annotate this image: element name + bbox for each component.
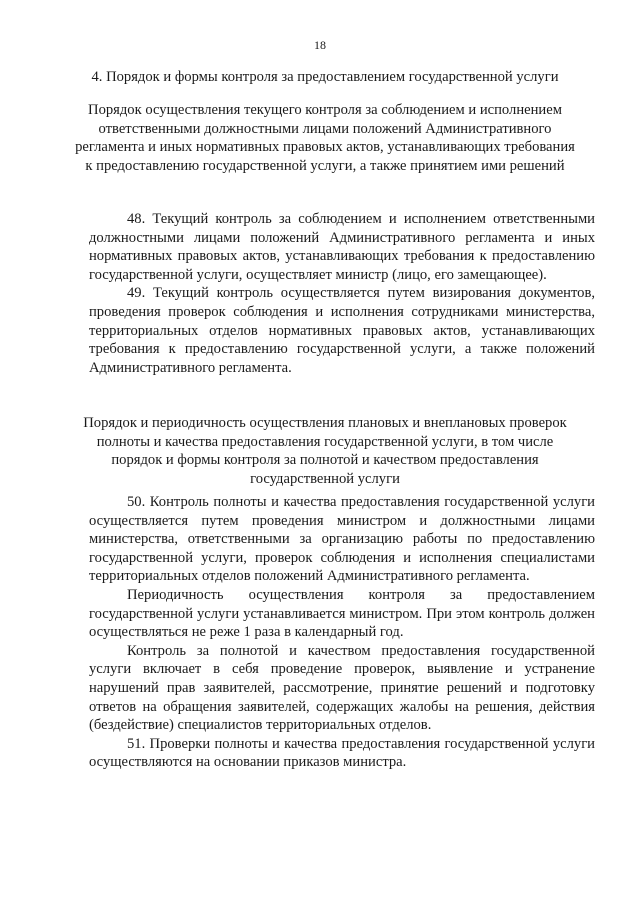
paragraph-periodicity: Периодичность осуществления контроля за предоставлением государственной услуги устанавливается министром. При этом контроль должен осуществляться не реже 1 раза в календарный год.	[89, 586, 595, 641]
subsection-1-title: Порядок осуществления текущего контроля за соблюдением и исполнением ответственными должностными лицами положений Административного регламента и иных нормативных правовых актов, устанавливающих требования к предоставлению государственной услуги, а также принятием ими решений	[75, 102, 575, 174]
paragraph-50: 50. Контроль полноты и качества предоставления государственной услуги осуществляется путем проведения министром и должностными лицами министерства, ответственными за организацию работы по предоставлению государственной услуги, проверок соблюдения и исполнения специалистами территориальных отделов положений Административного регламента.	[89, 494, 595, 585]
paragraph-control-scope: Контроль за полнотой и качеством предоставления государственной услуги включает в себя проведение проверок, выявление и устранение нарушений прав заявителей, рассмотрение, принятие решений и подготовку ответов на обращения заявителей, содержащих жалобы на решения, действия (бездействие) специалистов территориальных отделов.	[89, 642, 595, 734]
page-number: 18	[314, 38, 326, 52]
section-title: 4. Порядок и формы контроля за предоставлением государственной услуги	[91, 69, 559, 85]
subsection-2-title: Порядок и периодичность осуществления плановых и внеплановых проверок полноты и качества предоставления государственной услуги, в том числе порядок и формы контроля за полнотой и качеством предоставления государственной услуги	[83, 415, 567, 487]
subsection-1-body	[89, 210, 595, 377]
paragraph-51: 51. Проверки полноты и качества предоставления государственной услуги осуществляются на основании приказов министра.	[89, 735, 595, 771]
subsection-2-body	[89, 493, 595, 772]
paragraph-48: 48. Текущий контроль за соблюдением и исполнением ответственными должностными лицами положений Административного регламента и иных нормативных правовых актов, устанавливающих требования к предоставлению государственной услуги, осуществляет министр (лицо, его замещающее).	[89, 211, 595, 283]
paragraph-49: 49. Текущий контроль осуществляется путем визирования документов, проведения проверок соблюдения и исполнения сотрудниками министерства, территориальных отделов нормативных правовых актов, устанавливающих требования к предоставлению государственной услуги, а также положений Административного регламента.	[89, 285, 595, 376]
